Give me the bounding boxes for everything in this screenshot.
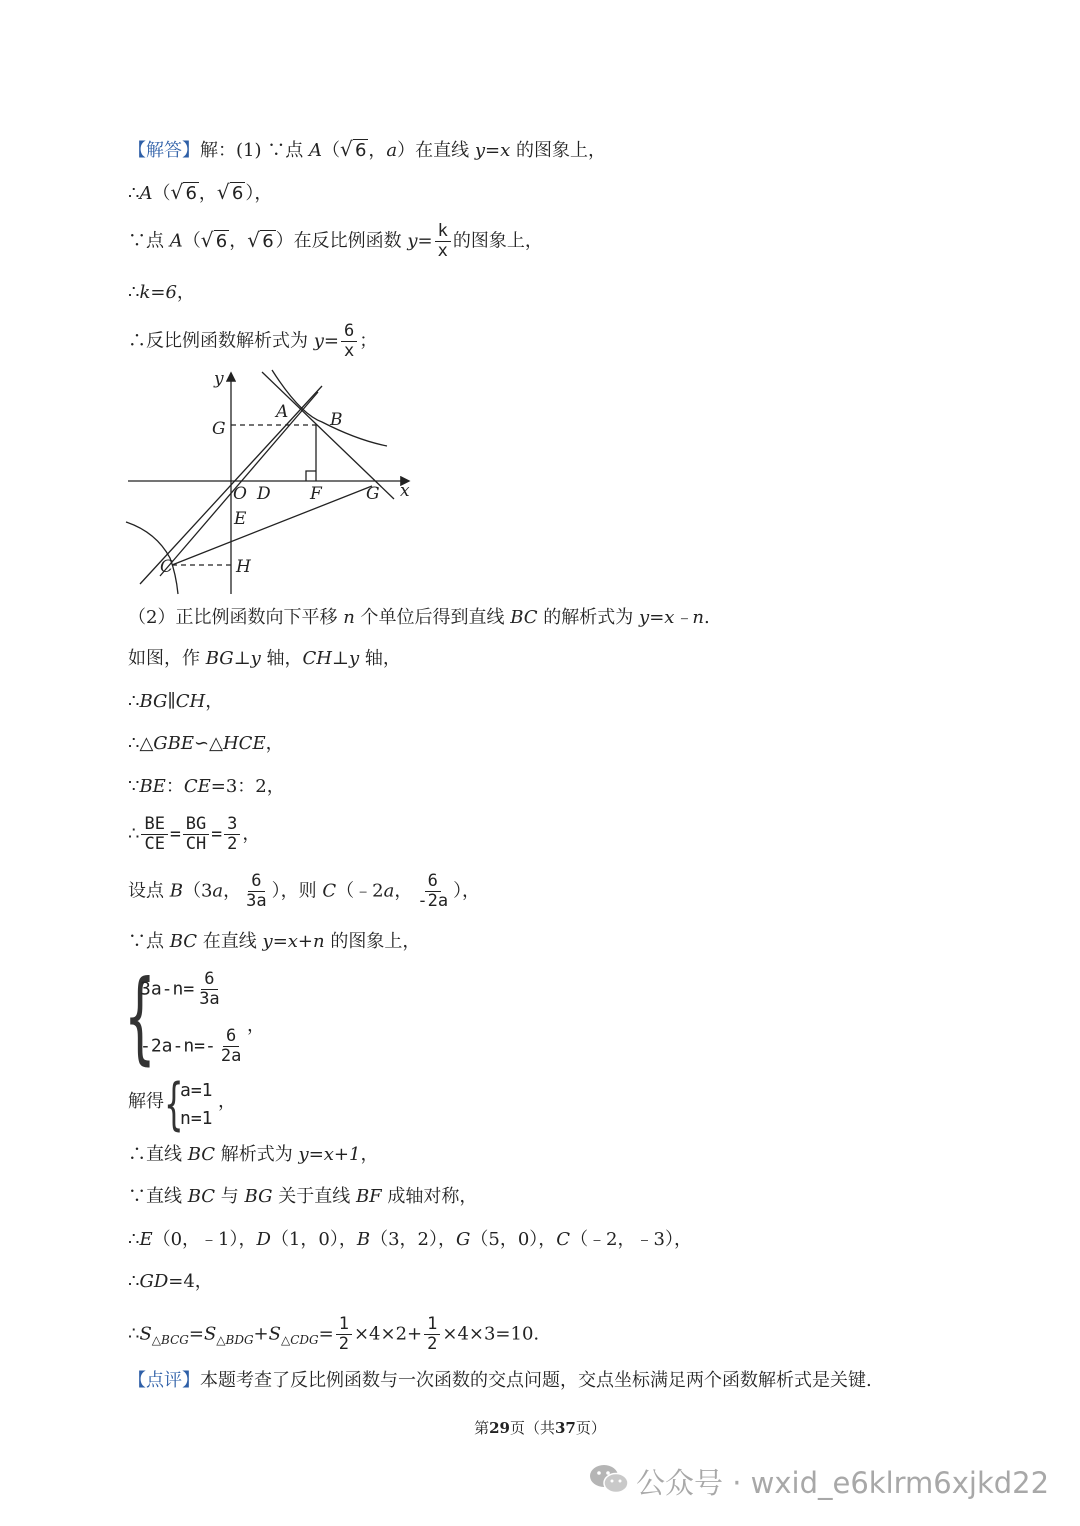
answer-line-5: ∴反比例函数解析式为 y= $\frac{6}{x}$ ； xyxy=(128,321,378,361)
left-brace: { xyxy=(124,958,156,1075)
svg-text:y: y xyxy=(214,369,224,389)
answer-line-7: 如图，作 BG⊥y 轴，CH⊥y 轴， xyxy=(128,648,401,669)
system-row-1: 3a-n= $\frac{6}{3a}$ xyxy=(140,969,220,1009)
answer-tag: 【解答】 xyxy=(128,140,200,161)
answer-line-17: ∴GD=4， xyxy=(128,1271,213,1292)
answer-line-13: ∵点 BC 在直线 y=x+n 的图象上， xyxy=(128,931,421,952)
answer-line-1: 【解答】解：(1) ∵点 A（√ 6 ，a）在直线 y=x 的图象上， xyxy=(128,139,606,163)
answer-line-14: ∴直线 BC 解析式为 y=x+1， xyxy=(128,1144,379,1165)
system-comma: ， xyxy=(247,1015,265,1036)
answer-line-18: $\therefore S_{\triangle BCG}=S_{\triangle BDG}+S_{\triangle CDG}=$ $\frac{1}{2}$ ×4×2+ $\frac{1}{2}$ ×4×3=10. xyxy=(128,1314,540,1354)
answer-line-10: ∵BE：CE=3：2， xyxy=(128,776,285,797)
answer-line-3: ∵点 A（√ 6 ，√ 6 ）在反比例函数 y= $\frac{k}{x}$ 的图象上， xyxy=(128,222,543,261)
answer-line-12: 设点 B（3a， $\frac{6}{3a}$ ），则 C（﹣2a， $\frac{6}{-2a}$ ）， xyxy=(128,871,481,911)
svg-text:O: O xyxy=(233,484,247,504)
watermark-text: 公众号 · wxid_e6klrm6xjkd22 xyxy=(636,1466,1050,1500)
answer-line-2: ∴A（√ 6 ，√ 6 ）， xyxy=(128,182,272,206)
answer-line-9: ∴△GBE∽△HCE， xyxy=(128,733,284,754)
hyperbola-branch-1 xyxy=(272,370,387,446)
svg-text:G: G xyxy=(366,484,380,504)
svg-text:D: D xyxy=(257,484,271,504)
svg-text:A: A xyxy=(276,402,289,422)
fraction: $\frac{k}{x}$ xyxy=(435,222,451,261)
solution-row-1: a=1 xyxy=(180,1080,213,1101)
answer-line-11: ∴ $\frac{BE}{CE}$ = $\frac{BG}{CH}$ = $\frac{3}{2}$ ， xyxy=(128,814,261,854)
answer-line-4: ∴k=6， xyxy=(128,282,195,303)
answer-line-6: （2）正比例函数向下平移 n 个单位后得到直线 BC 的解析式为 y=x﹣n. xyxy=(128,607,710,628)
answer-line-16: ∴E（0，﹣1），D（1，0），B（3，2），G（5，0），C（﹣2，﹣3）， xyxy=(128,1229,692,1250)
svg-text:x: x xyxy=(400,481,410,501)
svg-text:E: E xyxy=(234,509,247,529)
sqrt: √ 6 xyxy=(340,139,368,163)
right-angle-mark xyxy=(306,471,316,481)
comment-line: 【点评】本题考查了反比例函数与一次函数的交点问题，交点坐标满足两个函数解析式是关键. xyxy=(128,1370,872,1391)
line-CG xyxy=(172,486,372,565)
wechat-icon xyxy=(588,1462,630,1496)
line-BG-slant xyxy=(262,372,394,499)
left-brace-small: { xyxy=(164,1072,184,1137)
svg-text:B: B xyxy=(330,410,343,430)
svg-text:H: H xyxy=(236,557,251,577)
solution-row-2: n=1 xyxy=(180,1108,213,1129)
svg-text:F: F xyxy=(310,484,322,504)
svg-text:C: C xyxy=(160,557,174,577)
comment-tag: 【点评】 xyxy=(128,1370,200,1391)
answer-line-15: ∵直线 BC 与 BG 关于直线 BF 成轴对称， xyxy=(128,1186,478,1207)
coordinate-figure xyxy=(122,362,422,600)
page-footer: 第29页（共37页） xyxy=(474,1419,606,1437)
svg-text:G: G xyxy=(212,419,226,439)
system-row-2: -2a-n=- $\frac{6}{2a}$ xyxy=(140,1026,242,1066)
solution-label: 解得 xyxy=(128,1091,164,1112)
answer-line-8: ∴BG∥CH， xyxy=(128,691,224,712)
